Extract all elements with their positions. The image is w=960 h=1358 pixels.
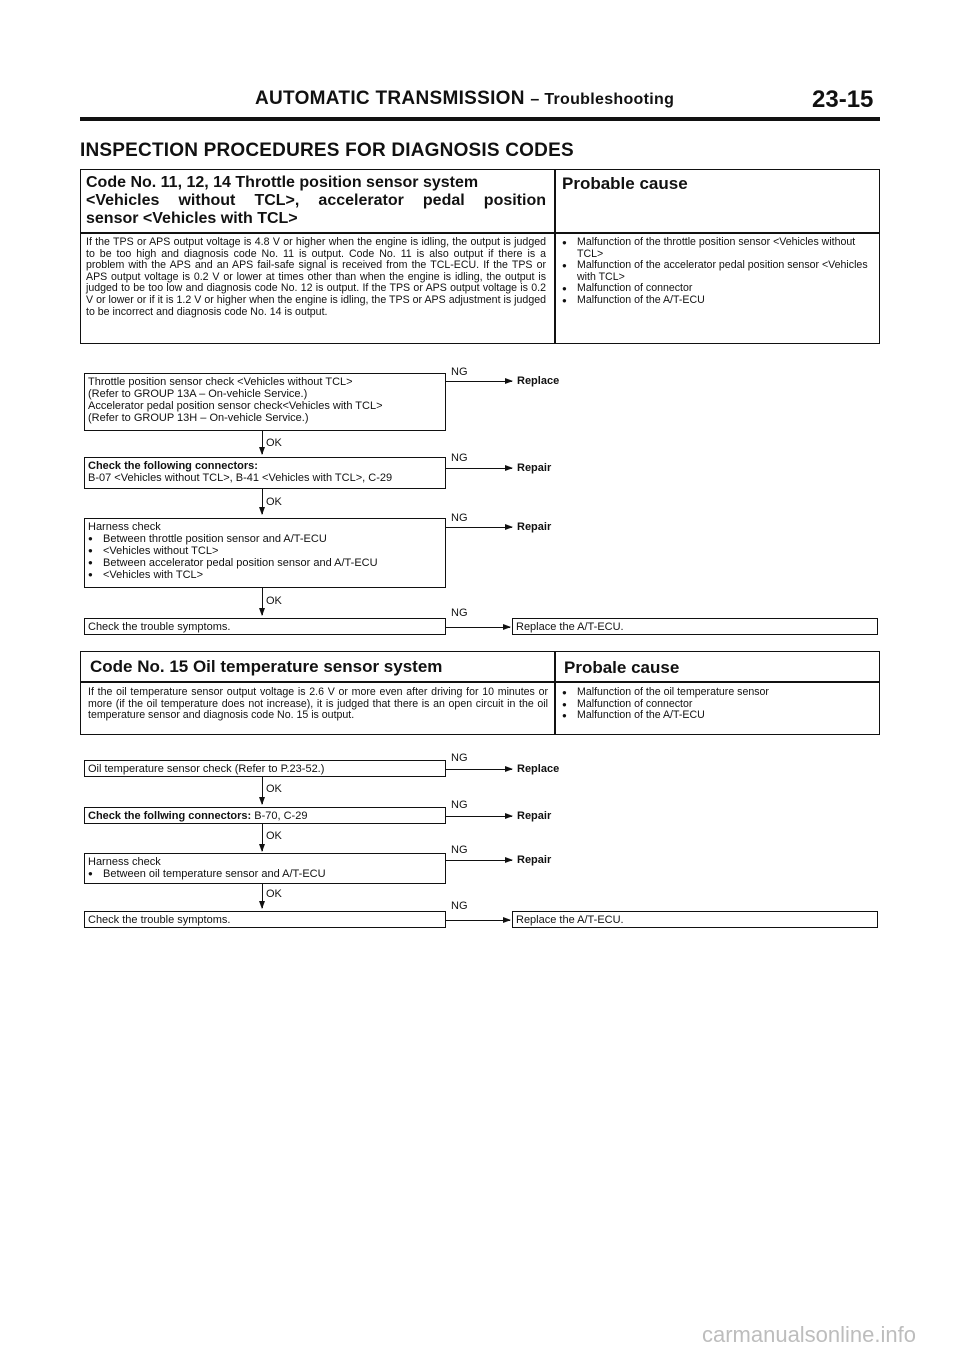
flow2-step4-arrow <box>446 920 510 921</box>
watermark: carmanualsonline.info <box>701 1322 916 1347</box>
flow2-step1-ng: NG <box>451 752 468 764</box>
flow2-step3-action: Repair <box>517 854 552 866</box>
flow1-step2-arrow <box>446 468 512 469</box>
code2-description: If the oil temperature sensor output voltage is 2.6 V or more even after driving for 10 minutes or more (if the oil temperature does not increase), it is judged that there is an open circuit in the oil temperature sensor and diagnosis code No. 15 is output. <box>88 686 548 722</box>
flow2-step2-ng: NG <box>451 799 468 811</box>
code1-title <box>86 174 546 228</box>
flow1-step3-item: ● Between accelerator pedal position sensor and A/T-ECU <box>88 557 442 569</box>
flow2-step2-line <box>88 810 442 822</box>
flow1-ok1-arrow <box>262 431 263 454</box>
flow1-step3-arrow <box>446 527 512 528</box>
flow2-step2-box <box>84 807 446 824</box>
flow2-step4-ng: NG <box>451 900 468 912</box>
flow1-step4-line1: Check the trouble symptoms. <box>88 621 231 633</box>
code1-title-line2: <Vehicles without TCL>, accelerator pedal position <box>86 192 546 209</box>
flow2-step4-box <box>84 911 446 928</box>
code2-cause-title: Probale cause <box>564 658 680 677</box>
flow1-step2-line1: Check the following connectors: <box>88 460 258 472</box>
flow2-step2-line1: Check the follwing connectors: <box>88 810 252 822</box>
code1-header-rule <box>80 232 880 234</box>
code1-title-line3: sensor <Vehicles with TCL> <box>86 210 298 227</box>
flow1-step2-line2: B-07 <Vehicles without TCL>, B-41 <Vehicles with TCL>, C-29 <box>88 472 393 484</box>
header-title: AUTOMATIC TRANSMISSION – Troubleshooting <box>255 88 675 109</box>
flow1-step3-item2b: <Vehicles with TCL> <box>103 569 204 581</box>
flow2-step2-line2: B-70, C-29 <box>254 810 308 822</box>
flow2-step3-box <box>84 853 446 884</box>
flow2-step2-arrow <box>446 816 512 817</box>
flow1-step1-ng: NG <box>451 366 468 378</box>
code1-cause-item: ● Malfunction of the A/T-ECU <box>562 295 872 307</box>
flow2-step4-action-box <box>512 911 878 928</box>
flow1-step1-line4: (Refer to GROUP 13H – On-vehicle Service.) <box>88 412 309 424</box>
flow1-step2-box <box>84 457 446 489</box>
flow1-step4-box <box>84 618 446 635</box>
flow1-step3-line1: Harness check <box>88 521 161 533</box>
flow2-ok3-label: OK <box>266 888 282 900</box>
code2-cause-item: ● Malfunction of the A/T-ECU <box>562 710 872 722</box>
section-title: INSPECTION PROCEDURES FOR DIAGNOSIS CODES <box>80 140 574 161</box>
flow2-step4-line1: Check the trouble symptoms. <box>88 914 231 926</box>
flow1-ok1-label: OK <box>266 437 282 449</box>
flow2-step3-item: ● Between oil temperature sensor and A/T-ECU <box>88 868 442 880</box>
flow2-ok2-arrow <box>262 824 263 851</box>
code1-cause-item: ● Malfunction of the throttle position sensor <Vehicles without TCL> <box>562 237 872 260</box>
flow2-step3-arrow <box>446 860 512 861</box>
flow2-step1-box <box>84 760 446 777</box>
flow1-ok2-arrow <box>262 489 263 514</box>
header-subtitle: – Troubleshooting <box>530 91 675 108</box>
flow2-step3-ng: NG <box>451 844 468 856</box>
flow1-step4-action-box <box>512 618 878 635</box>
header-rule <box>80 117 880 121</box>
flow1-step2-action: Repair <box>517 462 552 474</box>
flow2-ok3-arrow <box>262 884 263 908</box>
flow1-step3-item1b: <Vehicles without TCL> <box>103 545 219 557</box>
code1-description: If the TPS or APS output voltage is 4.8 V or higher when the engine is idling, the output is judged to be too high and diagnosis code No. 11 is output. Code No. 11 is also output if there is a problem with the APS and an APS fail-safe signal is received from the TCL-ECU. If the TPS or APS output voltage is 0.2 V or lower at times other than when the engine is idling, the output is judged to be too low and diagnosis code No. 12 is output. If the TPS or APS output voltage is 0.2 V or lower or if it is 1.2 V or higher when the engine is idling, the TPS or APS adjustment is judged to be incorrect and diagnosis code No. 14 is output. <box>86 236 546 318</box>
flow2-step1-arrow <box>446 769 512 770</box>
code2-cause-item: ● Malfunction of the oil temperature sensor <box>562 687 872 699</box>
flow1-step2-ng: NG <box>451 452 468 464</box>
page-number: 23-15 <box>812 86 874 113</box>
flow2-ok2-label: OK <box>266 830 282 842</box>
flow1-step1-arrow <box>446 381 512 382</box>
code2-header-rule <box>80 681 880 683</box>
flow1-step3-ng: NG <box>451 512 468 524</box>
flow1-step4-action: Replace the A/T-ECU. <box>516 621 624 633</box>
flow1-step1-line1: Throttle position sensor check <Vehicles without TCL> <box>88 376 353 388</box>
code1-cause-list <box>562 237 872 307</box>
code2-cause-item: ● Malfunction of connector <box>562 699 872 711</box>
code1-cause-item: ● Malfunction of connector <box>562 283 872 295</box>
code2-title: Code No. 15 Oil temperature sensor system <box>90 657 443 676</box>
flow2-ok1-label: OK <box>266 783 282 795</box>
flow1-step3-item <box>88 545 442 557</box>
flow2-step4-action: Replace the A/T-ECU. <box>516 914 624 926</box>
flow2-step3-line1: Harness check <box>88 856 161 868</box>
flow1-ok3-label: OK <box>266 595 282 607</box>
flow1-step3-item <box>88 569 442 581</box>
code1-cause-title: Probable cause <box>562 174 688 193</box>
code1-cause-item: ● Malfunction of the accelerator pedal position sensor <Vehicles with TCL> <box>562 260 872 283</box>
flow1-step4-arrow <box>446 627 510 628</box>
flow1-step1-line3: Accelerator pedal position sensor check<Vehicles with TCL> <box>88 400 383 412</box>
flow2-ok1-arrow <box>262 777 263 804</box>
flow1-step3-item: ● Between throttle position sensor and A/T-ECU <box>88 533 442 545</box>
code1-divider <box>554 169 556 344</box>
flow2-step1-action: Replace <box>517 763 560 775</box>
flow1-step3-list <box>88 533 442 581</box>
flow1-step1-box <box>84 373 446 431</box>
flow1-step1-line2: (Refer to GROUP 13A – On-vehicle Service.) <box>88 388 308 400</box>
flow1-step3-action: Repair <box>517 521 552 533</box>
flow1-step1-action: Replace <box>517 375 560 387</box>
code1-title-line1: Code No. 11, 12, 14 Throttle position sensor system <box>86 174 479 191</box>
code2-cause-list <box>562 687 872 722</box>
code2-divider <box>554 651 556 735</box>
flow2-step3-list <box>88 868 442 880</box>
flow1-step3-box <box>84 518 446 588</box>
flow1-ok3-arrow <box>262 588 263 615</box>
flow1-ok2-label: OK <box>266 496 282 508</box>
flow2-step2-action: Repair <box>517 810 552 822</box>
flow1-step4-ng: NG <box>451 607 468 619</box>
flow2-step1-line1: Oil temperature sensor check (Refer to P.23-52.) <box>88 763 325 775</box>
